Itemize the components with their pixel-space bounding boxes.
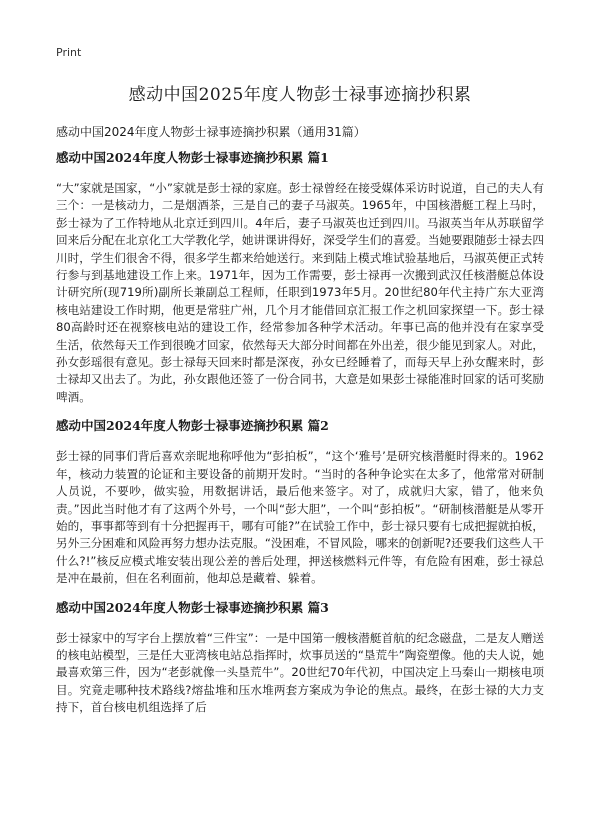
section-1 xyxy=(56,148,544,406)
section-heading: 感动中国2024年度人物彭士禄事迹摘抄积累 篇2 xyxy=(56,418,329,434)
section-paragraph: “大”家就是国家，“小”家就是彭士禄的家庭。彭士禄曾经在接受媒体采访时说道，自己的夫人有三个：一是核动力，二是烟酒茶，三是自己的妻子马淑英。1965年，中国核潜艇工程上马时，彭士禄为了工作特地从北京迁到四川。4年后，妻子马淑英也迁到四川。马淑英当年从苏联留学回来后分配在北京化工大学教化学，她讲课讲得好，深受学生们的喜爱。当她要跟随彭士禄去四川时，学生们很舍不得，很多学生都来给她送行。来到陆上模式堆试验基地后，马淑英便正式转行参与到基地建设工作上来。1971年，因为工作需要，彭士禄再一次搬到武汉任核潜艇总体设计研究所(现719所)副所长兼副总工程师，任职到1973年5月。20世纪80年代主持广东大亚湾核电站建设工作时期，他更是常驻广州，几个月才能借回京汇报工作之机回家探望一下。彭士禄80高龄时还在视察核电站的建设工作，经常参加各种学术活动。年事已高的他并没有在家享受生活，依然每天工作到很晚才回家，依然每天大部分时间都在外出差，很少能见到家人。对此，孙女彭瑶很有意见。彭士禄每天回来时都是深夜，孙女已经睡着了，而每天早上孙女醒来时，彭士禄却又出去了。为此，孙女跟他还签了一份合同书，大意是如果彭士禄能准时回家的话可奖励啤酒。 xyxy=(56,181,544,404)
section-heading: 感动中国2024年度人物彭士禄事迹摘抄积累 篇1 xyxy=(56,150,329,165)
document-content xyxy=(56,148,544,727)
section-3 xyxy=(56,598,544,717)
print-label: Print xyxy=(56,46,82,59)
document-subtitle: 感动中国2024年度人物彭士禄事迹摘抄积累（通用31篇） xyxy=(56,125,366,139)
section-2 xyxy=(56,416,544,587)
section-paragraph: 彭士禄的同事们背后喜欢亲昵地称呼他为“彭拍板”，“这个‘雅号’是研究核潜艇时得来的。1962年，核动力装置的论证和主要设备的前期开发时。“当时的各种争论实在太多了，他常常对研制人员说，不要吵，做实验，用数据讲话，最后他来签字。对了，成就归大家，错了，他来负责。”因此当时他才有了这两个外号，一个叫“彭大胆”，一个叫“彭拍板”。“研制核潜艇是从零开始的，事事都等到有十分把握再干，哪有可能?”在试验工作中，彭士禄只要有七成把握就拍板，另外三分困难和风险再努力想办法克服。“没困难，不冒风险，哪来的创新呢?还要我们这些人干什么?!”核反应模式堆安装出现公差的善后处理，押送核燃料元件等，有危险有困难，彭士禄总是冲在最前，但在名利面前，他却总是藏着、躲着。 xyxy=(56,449,544,586)
document-title: 感动中国2025年度人物彭士禄事迹摘抄积累 xyxy=(128,85,472,105)
section-heading: 感动中国2024年度人物彭士禄事迹摘抄积累 篇3 xyxy=(56,599,329,615)
section-paragraph: 彭士禄家中的写字台上摆放着“三件宝”：一是中国第一艘核潜艇首航的纪念磁盘，二是友人赠送的核电站模型，三是任大亚湾核电站总指挥时，炊事员送的“垦荒牛”陶瓷塑像。他的夫人说，她最喜欢第三件，因为“老彭就像一头垦荒牛”。20世纪70年代初，中国决定上马秦山一期核电项目。究竟走哪种技术路线?熔盐堆和压水堆两套方案成为争论的焦点。最终，在彭士禄的大力支持下，首台核电机组选择了后 xyxy=(56,630,544,715)
